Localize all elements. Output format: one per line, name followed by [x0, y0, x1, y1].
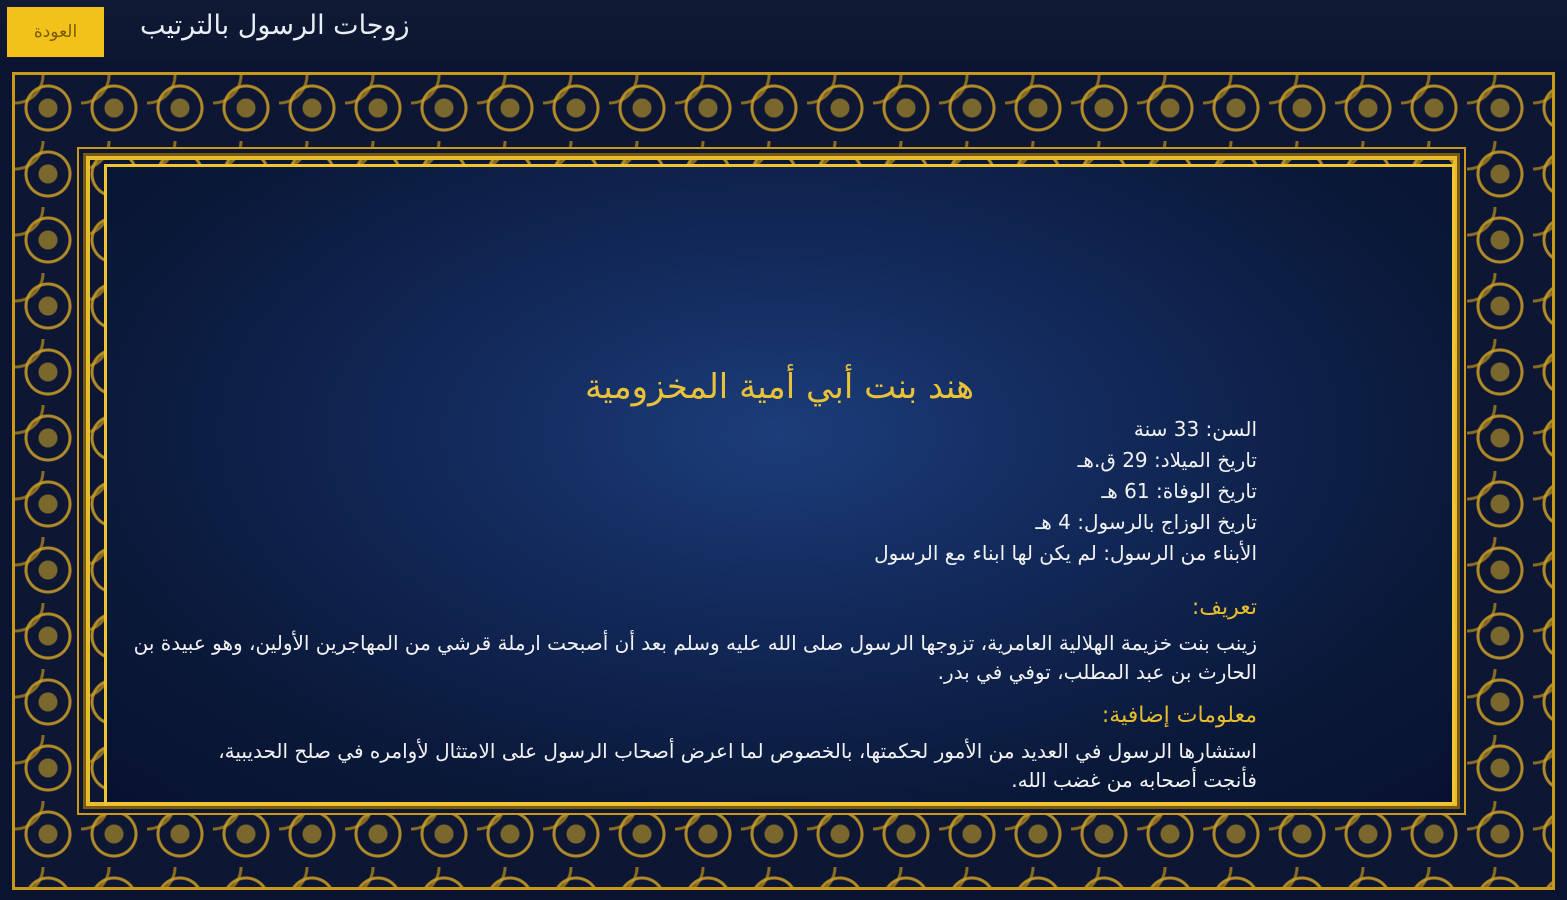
- fact-marriage-date: تاريخ الوزاج بالرسول: 4 هـ: [1035, 510, 1257, 534]
- app-header: [0, 0, 1567, 63]
- profile-name: هند بنت أبي أمية المخزومية: [584, 367, 975, 407]
- intro-heading: تعريف:: [1191, 595, 1257, 620]
- extra-info-heading: معلومات إضافية:: [1101, 703, 1257, 728]
- content-area: [0, 62, 1567, 900]
- fact-children: الأبناء من الرسول: لم يكن لها ابناء مع الرسول: [874, 541, 1257, 565]
- profile-panel: [104, 164, 1455, 805]
- fact-birth-date: تاريخ الميلاد: 29 ق.هـ: [1077, 448, 1257, 472]
- intro-text: زينب بنت خزيمة الهلالية العامرية، تزوجها الرسول صلى الله عليه وسلم بعد أن أصبحت ارملة قرشي من المهاجرين الأولين، وهو عبيدة بن الحارث بن عبد المطلب، توفي في بدر.: [133, 631, 1257, 684]
- facts-list: [874, 414, 1257, 569]
- app-title: زوجات الرسول بالترتيب: [140, 10, 410, 41]
- fact-age: السن: 33 سنة: [1133, 417, 1257, 441]
- extra-info-text: استشارها الرسول في العديد من الأمور لحكمتها، بالخصوص لما اعرض أصحاب الرسول على الامتثال لأوامره في صلح الحديبية، فأنجت أصحابه من غضب الله.: [218, 739, 1257, 792]
- back-button[interactable]: العودة: [7, 7, 104, 57]
- fact-death-date: تاريخ الوفاة: 61 هـ: [1101, 479, 1257, 503]
